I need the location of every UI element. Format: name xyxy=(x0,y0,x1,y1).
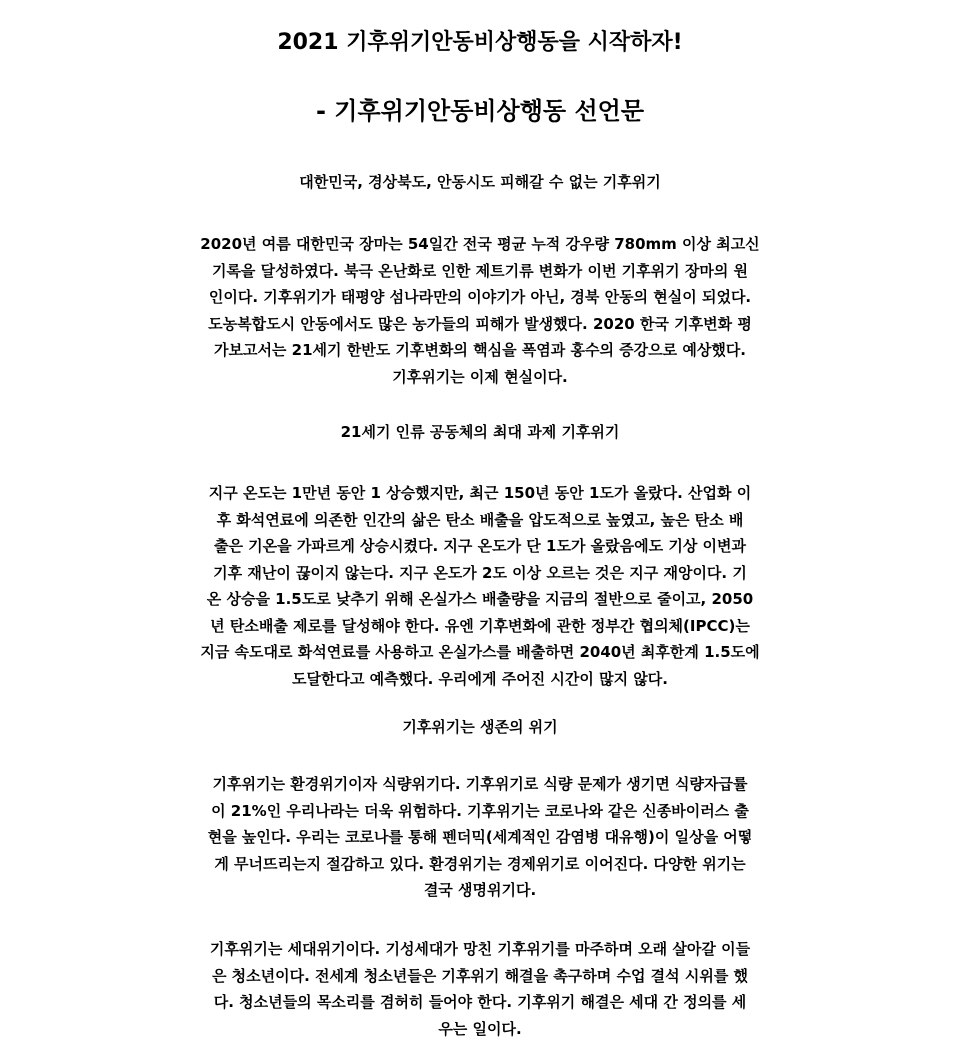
section-heading: 기후위기는 생존의 위기 xyxy=(402,718,558,736)
paragraph-line: 도농복합도시 안동에서도 많은 농가들의 피해가 발생했다. 2020 한국 기후변화 평 xyxy=(208,314,752,333)
section-paragraph xyxy=(120,231,840,390)
section-heading: 대한민국, 경상북도, 안동시도 피해갈 수 없는 기후위기 xyxy=(299,173,661,191)
paragraph-line: 지금 속도대로 화석연료를 사용하고 온실가스를 배출하면 2040년 최후한계 1.5도에 xyxy=(200,643,760,661)
paragraph-line: 2020년 여름 대한민국 장마는 54일간 전국 평균 누적 강우량 780mm 이상 최고신 xyxy=(200,235,760,253)
paragraph-line: 년 탄소배출 제로를 달성해야 한다. 유엔 기후변화에 관한 정부간 협의체(IPCC)는 xyxy=(210,616,750,635)
paragraph-line: 후 화석연료에 의존한 인간의 삶은 탄소 배출을 압도적으로 높였고, 높은 탄소 배 xyxy=(216,510,744,529)
paragraph-line: 지구 온도는 1만년 동안 1 상승했지만, 최근 150년 동안 1도가 올랐다. 산업화 이 xyxy=(208,484,752,502)
paragraph-line: 현을 높인다. 우리는 코로나를 통해 펜더믹(세계적인 감염병 대유행)이 일상을 어떻 xyxy=(207,828,753,846)
section-heading: 21세기 인류 공동체의 최대 과제 기후위기 xyxy=(340,423,620,441)
paragraph-line: 온 상승을 1.5도로 낮추기 위해 온실가스 배출량을 지금의 절반으로 줄이고, 2050 xyxy=(206,590,754,608)
paragraph-line: 기후위기는 세대위기이다. 기성세대가 망친 기후위기를 마주하며 오래 살아갈 이들 xyxy=(209,940,751,958)
paragraph-line: 기후 재난이 끊이지 않는다. 지구 온도가 2도 이상 오르는 것은 지구 재앙이다. 기 xyxy=(213,563,747,582)
paragraph-line: 가보고서는 21세기 한반도 기후변화의 핵심을 폭염과 홍수의 증강으로 예상했다. xyxy=(213,341,747,359)
paragraph-line: 다. 청소년들의 목소리를 겸허히 들어야 한다. 기후위기 해결은 세대 간 정의를 세 xyxy=(213,993,747,1011)
paragraph-line: 우는 일이다. xyxy=(438,1019,522,1038)
paragraph-line: 출은 기온을 가파르게 상승시켰다. 지구 온도가 단 1도가 올랐음에도 기상 이변과 xyxy=(213,537,747,555)
paragraph-line: 기후위기는 이제 현실이다. xyxy=(392,367,568,386)
section-paragraph xyxy=(120,771,840,904)
section-paragraph xyxy=(120,480,840,692)
paragraph-line: 도달한다고 예측했다. 우리에게 주어진 시간이 많지 않다. xyxy=(291,669,668,688)
section-paragraph xyxy=(120,936,840,1042)
document-title: 2021 기후위기안동비상행동을 시작하자! xyxy=(277,30,683,55)
paragraph-line: 은 청소년이다. 전세계 청소년들은 기후위기 해결을 촉구하며 수업 결석 시위를 했 xyxy=(211,966,749,985)
paragraph-line: 기후위기는 환경위기이자 식량위기다. 기후위기로 식량 문제가 생기면 식량자급률 xyxy=(212,775,748,793)
paragraph-line: 인이다. 기후위기가 태평양 섬나라만의 이야기가 아닌, 경북 안동의 현실이 되었다. xyxy=(208,288,752,306)
paragraph-line: 이 21%인 우리나라는 더욱 위험하다. 기후위기는 코로나와 같은 신종바이러스 출 xyxy=(211,801,749,820)
document-subtitle: - 기후위기안동비상행동 선언문 xyxy=(315,97,645,125)
paragraph-line: 게 무너뜨리는지 절감하고 있다. 환경위기는 경제위기로 이어진다. 다양한 위기는 xyxy=(214,854,746,873)
paragraph-line: 기록을 달성하였다. 북극 온난화로 인한 제트기류 변화가 이번 기후위기 장마의 원 xyxy=(211,261,749,280)
paragraph-line: 결국 생명위기다. xyxy=(423,881,537,899)
